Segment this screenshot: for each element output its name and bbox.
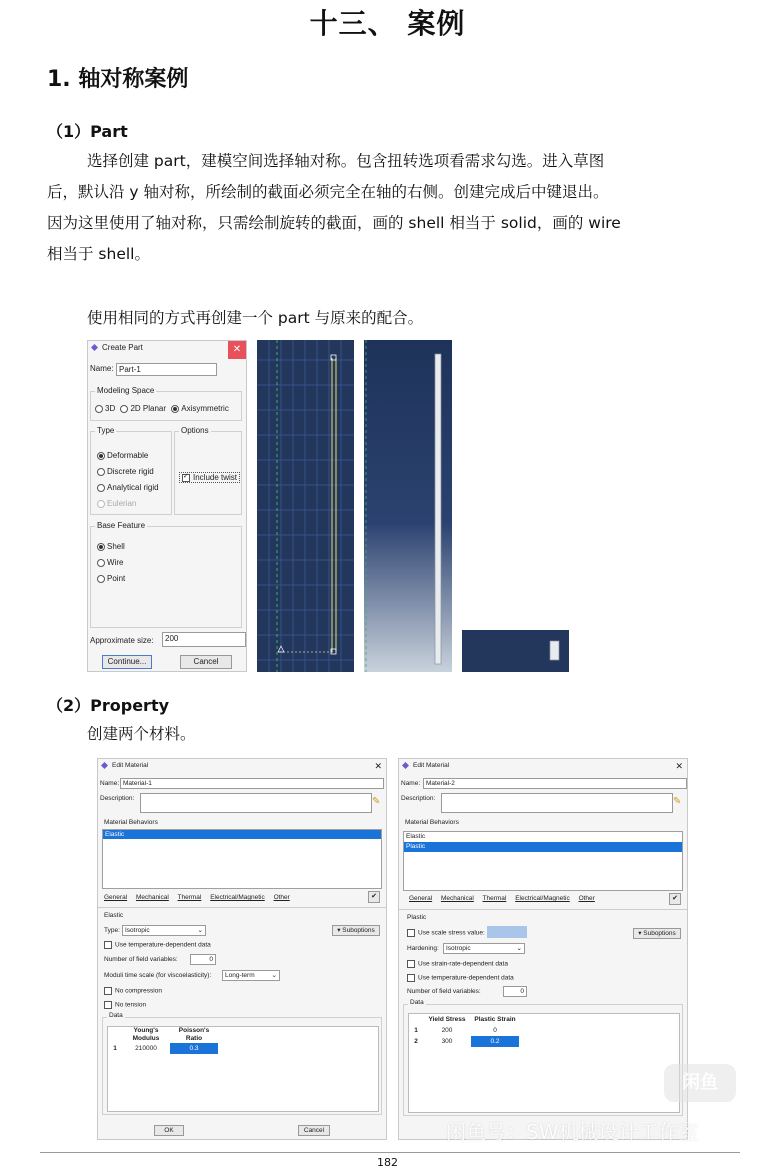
- radio-point[interactable]: Point: [97, 571, 125, 587]
- behavior-elastic[interactable]: Elastic: [406, 833, 426, 840]
- description-label: Description:: [100, 795, 135, 802]
- cell-yield-stress[interactable]: 200: [441, 1027, 453, 1034]
- cancel-button[interactable]: Cancel: [298, 1125, 330, 1136]
- description-input[interactable]: [441, 793, 673, 813]
- dialog-title: Edit Material: [413, 762, 450, 769]
- field-vars-label: Number of field variables:: [407, 988, 481, 995]
- menu-general[interactable]: General: [104, 894, 128, 901]
- edit-pencil-icon[interactable]: ✎: [673, 796, 682, 807]
- radio-wire[interactable]: Wire: [97, 555, 125, 571]
- mating-part-viewport[interactable]: [462, 630, 569, 672]
- behavior-plastic[interactable]: Plastic: [404, 842, 682, 852]
- radio-eulerian[interactable]: Eulerian: [97, 496, 159, 512]
- close-icon[interactable]: ✕: [228, 341, 246, 359]
- para-line: 相当于 shell。: [47, 245, 150, 263]
- paragraph-second-part: [47, 303, 747, 334]
- sketch-grid: [257, 340, 354, 672]
- menu-thermal[interactable]: Thermal: [177, 894, 202, 901]
- col-yield-stress: Yield Stress: [428, 1015, 466, 1023]
- edit-material-1-dialog: [97, 758, 387, 1140]
- part-viewport[interactable]: [364, 340, 452, 672]
- para-line: 选择创建 part，建模空间选择轴对称。包含扭转选项看需求勾选。进入草图: [87, 152, 605, 170]
- approx-size-input[interactable]: 200: [162, 632, 246, 647]
- cell-youngs-modulus[interactable]: 210000: [135, 1045, 157, 1052]
- type-select[interactable]: Isotropic ⌄: [122, 925, 206, 936]
- material-name-input[interactable]: Material-2: [423, 778, 687, 789]
- suboptions-button[interactable]: ▾ Suboptions: [633, 928, 681, 939]
- section-label: Elastic: [104, 912, 124, 919]
- name-label: Name:: [401, 780, 421, 787]
- radio-analytical-rigid[interactable]: Analytical rigid: [97, 480, 159, 496]
- subsection-property: （2）Property: [47, 696, 170, 715]
- paragraph-property: [47, 719, 747, 750]
- paragraph-part: [47, 146, 747, 270]
- menu-thermal[interactable]: Thermal: [482, 895, 507, 902]
- subsection-part: （1）Part: [47, 122, 128, 141]
- data-table[interactable]: [408, 1013, 680, 1113]
- abaqus-icon: [402, 762, 409, 769]
- dialog-title-bar: [88, 341, 246, 355]
- row-index: 2: [414, 1038, 418, 1045]
- para-line: 使用相同的方式再创建一个 part 与原来的配合。: [87, 309, 424, 327]
- behavior-menu: [104, 894, 297, 901]
- section-title: 1. 轴对称案例: [47, 67, 189, 92]
- behavior-menu: [409, 895, 602, 902]
- moduli-label: Moduli time scale (for viscoelasticity):: [104, 972, 212, 979]
- cell-plastic-strain[interactable]: 0: [493, 1027, 497, 1034]
- dialog-title: Create Part: [102, 343, 143, 352]
- behaviors-list[interactable]: [102, 829, 382, 889]
- hardening-label: Hardening:: [407, 945, 439, 952]
- abaqus-icon: [101, 762, 108, 769]
- close-icon[interactable]: ✕: [675, 761, 683, 771]
- table-row: [409, 1036, 519, 1047]
- group-label: Data: [109, 1012, 123, 1019]
- temp-dependent-checkbox[interactable]: Use temperature-dependent data: [407, 974, 514, 982]
- radio-discrete-rigid[interactable]: Discrete rigid: [97, 464, 159, 480]
- data-table[interactable]: [107, 1026, 379, 1112]
- description-input[interactable]: [140, 793, 372, 813]
- type-label: Type:: [104, 927, 120, 934]
- watermark-logo: 闲鱼: [664, 1064, 736, 1102]
- col-poissons-ratio: Poisson's Ratio: [178, 1027, 210, 1042]
- radio-3d[interactable]: 3D: [95, 404, 115, 413]
- ok-button[interactable]: OK: [154, 1125, 184, 1136]
- cell-yield-stress[interactable]: 300: [441, 1038, 453, 1045]
- data-group: [403, 999, 683, 1116]
- field-vars-input[interactable]: 0: [503, 986, 527, 997]
- menu-mechanical[interactable]: Mechanical: [440, 895, 474, 902]
- hardening-select[interactable]: Isotropic ⌄: [443, 943, 525, 954]
- row-index: 1: [113, 1045, 117, 1052]
- chapter-title: 十三、 案例: [309, 7, 466, 40]
- watermark-text: 闲鱼号：SW机械设计工作室: [446, 1120, 699, 1144]
- behaviors-label: Material Behaviors: [104, 819, 158, 826]
- menu-general[interactable]: General: [409, 895, 433, 902]
- behavior-elastic[interactable]: Elastic: [103, 830, 381, 839]
- no-compression-checkbox[interactable]: No compression: [104, 987, 162, 995]
- abaqus-icon: [91, 344, 98, 351]
- footer-divider: [40, 1152, 740, 1153]
- cell-poissons-ratio[interactable]: 0.3: [170, 1043, 218, 1054]
- menu-electrical-magnetic[interactable]: Electrical/Magnetic: [210, 894, 265, 901]
- field-vars-label: Number of field variables:: [104, 956, 178, 963]
- name-label: Name:: [90, 364, 114, 373]
- group-label: Type: [97, 426, 115, 435]
- menu-other[interactable]: Other: [273, 894, 290, 901]
- radio-axisymmetric[interactable]: Axisymmetric: [171, 404, 229, 413]
- col-plastic-strain: Plastic Strain: [474, 1015, 516, 1023]
- dialog-title: Edit Material: [112, 762, 149, 769]
- cancel-button[interactable]: Cancel: [180, 655, 232, 669]
- edit-pencil-icon[interactable]: ✎: [372, 796, 381, 807]
- continue-button[interactable]: Continue...: [102, 655, 152, 669]
- wrench-icon[interactable]: ✔: [669, 893, 681, 905]
- dialog-title-bar: [98, 759, 386, 773]
- options-group: [174, 426, 242, 515]
- behaviors-label: Material Behaviors: [405, 819, 459, 826]
- group-label: Data: [410, 999, 424, 1006]
- create-part-dialog: [87, 340, 247, 672]
- radio-shell[interactable]: Shell: [97, 539, 125, 555]
- data-group: [102, 1012, 382, 1115]
- group-label: Base Feature: [97, 521, 146, 530]
- moduli-select[interactable]: Long-term ⌄: [222, 970, 280, 981]
- group-label: Options: [181, 426, 209, 435]
- mating-part-shape: [462, 630, 569, 672]
- part-name-input[interactable]: Part-1: [116, 363, 217, 376]
- menu-mechanical[interactable]: Mechanical: [135, 894, 169, 901]
- sketch-viewport[interactable]: [257, 340, 354, 672]
- radio-2d-planar[interactable]: 2D Planar: [120, 404, 166, 413]
- close-icon[interactable]: ✕: [374, 761, 382, 771]
- edit-material-2-dialog: [398, 758, 688, 1140]
- para-line: 因为这里使用了轴对称，只需绘制旋转的截面，画的 shell 相当于 solid，画的 wire: [47, 214, 621, 232]
- menu-electrical-magnetic[interactable]: Electrical/Magnetic: [515, 895, 570, 902]
- table-row: [409, 1025, 519, 1036]
- temp-dependent-checkbox[interactable]: Use temperature-dependent data: [104, 941, 211, 949]
- base-feature-group: [90, 521, 242, 628]
- include-twist-checkbox[interactable]: ✓Include twist: [179, 472, 240, 483]
- wrench-icon[interactable]: ✔: [368, 891, 380, 903]
- dialog-title-bar: [399, 759, 687, 773]
- suboptions-button[interactable]: ▾ Suboptions: [332, 925, 380, 936]
- type-group: [90, 426, 172, 515]
- no-tension-checkbox[interactable]: No tension: [104, 1001, 146, 1009]
- para-line: 后，默认沿 y 轴对称，所绘制的截面必须完全在轴的右侧。创建完成后中键退出。: [47, 183, 609, 201]
- strain-rate-checkbox[interactable]: Use strain-rate-dependent data: [407, 960, 508, 968]
- menu-other[interactable]: Other: [578, 895, 595, 902]
- section-label: Plastic: [407, 914, 427, 921]
- behaviors-list[interactable]: [403, 831, 683, 891]
- name-label: Name:: [100, 780, 120, 787]
- field-vars-input[interactable]: 0: [190, 954, 216, 965]
- material-name-input[interactable]: Material-1: [120, 778, 384, 789]
- part-shape: [364, 340, 452, 672]
- cell-plastic-strain[interactable]: 0.2: [471, 1036, 519, 1047]
- page-number: 182: [377, 1156, 398, 1169]
- approx-size-label: Approximate size:: [90, 636, 154, 645]
- description-label: Description:: [401, 795, 436, 802]
- row-index: 1: [414, 1027, 418, 1034]
- scale-stress-input[interactable]: [487, 926, 527, 938]
- radio-deformable[interactable]: Deformable: [97, 448, 159, 464]
- scale-stress-checkbox[interactable]: Use scale stress value:: [407, 929, 485, 937]
- col-youngs-modulus: Young's Modulus: [132, 1027, 160, 1042]
- para-line: 创建两个材料。: [87, 725, 196, 743]
- group-label: Modeling Space: [97, 386, 155, 395]
- modeling-space-group: [90, 386, 242, 421]
